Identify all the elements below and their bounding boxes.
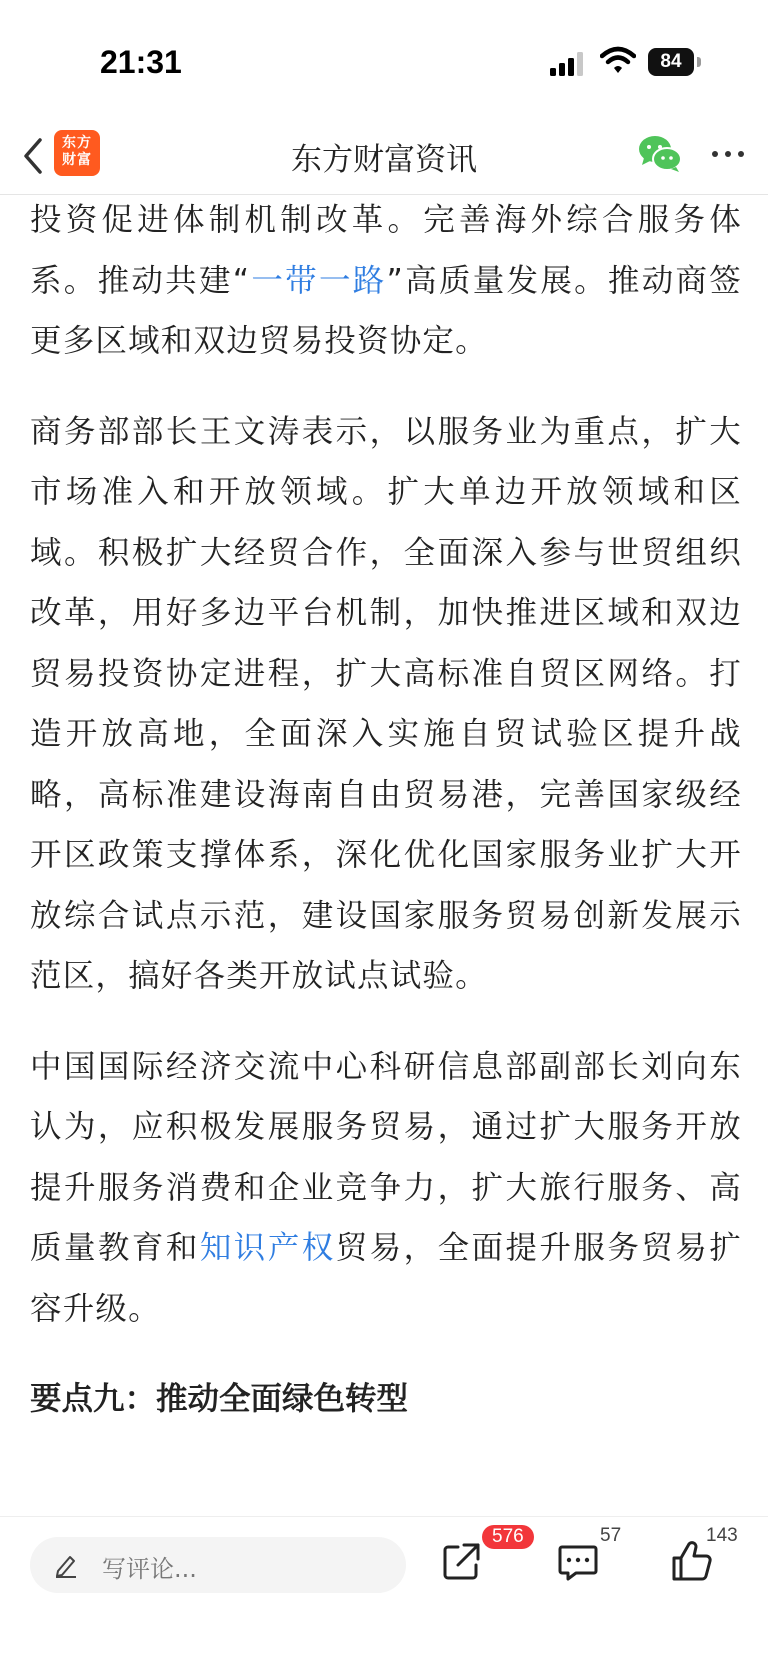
section-heading: 要点九：推动全面绿色转型 [30,1381,409,1417]
paragraph-text: 贸易，全面提升服务贸易扩容升级。 [30,1230,742,1327]
nav-header [0,118,768,195]
comment-count: 57 [600,1525,622,1546]
page-title: 东方财富资讯 [291,142,477,178]
comment-input[interactable] [30,1537,406,1593]
wechat-share-icon[interactable] [638,134,682,174]
battery-icon [648,48,702,76]
share-count-badge: 576 [482,1525,534,1549]
paragraph-text: 投资促进体制机制改革。完善海外综合服务体系。推动共建“ [30,202,742,299]
share-icon[interactable] [440,1539,484,1583]
paragraph-text: 中国国际经济交流中心科研信息部副部长刘向东认为，应积极发展服务贸易，通过扩大服务开放提升服务消费和企业竞争力，扩大旅行服务、高质量教育和 [30,1048,742,1266]
logo-line-2: 财富 [62,152,92,168]
article-paragraph [30,190,742,372]
cellular-signal-icon [550,52,586,76]
status-bar [0,0,768,120]
bottom-action-bar [0,1516,768,1671]
link-intellectual-property[interactable]: 知识产权 [199,1230,336,1266]
wifi-icon [600,46,636,76]
comment-icon[interactable] [556,1539,600,1583]
paragraph-text: ”高质量发展。推动商签更多区域和双边贸易投资协定。 [30,262,742,359]
article-paragraph [30,1037,742,1340]
more-options-icon[interactable] [710,144,746,164]
article-body [30,190,742,1429]
pencil-icon [52,1551,80,1579]
link-belt-and-road[interactable]: 一带一路 [250,262,387,299]
article-paragraph: 商务部部长王文涛表示，以服务业为重点，扩大市场准入和开放领域。扩大单边开放领域和区域。积极扩大经贸合作，全面深入参与世贸组织改革，用好多边平台机制，加快推进区域和双边贸易投资协定进程，扩大高标准自贸区网络。打造开放高地，全面深入实施自贸试验区提升战略，高标准建设海南自由贸易港，完善国家级经开区政策支撑体系，深化优化国家服务业扩大开放综合试点示范，建设国家服务贸易创新发展示范区，搞好各类开放试点试验。 [30,413,742,994]
logo-line-1: 东方 [62,135,92,151]
comment-placeholder: 写评论... [102,1555,197,1583]
like-count: 143 [706,1525,738,1546]
status-time: 21:31 [100,44,182,80]
battery-level: 84 [648,48,694,76]
